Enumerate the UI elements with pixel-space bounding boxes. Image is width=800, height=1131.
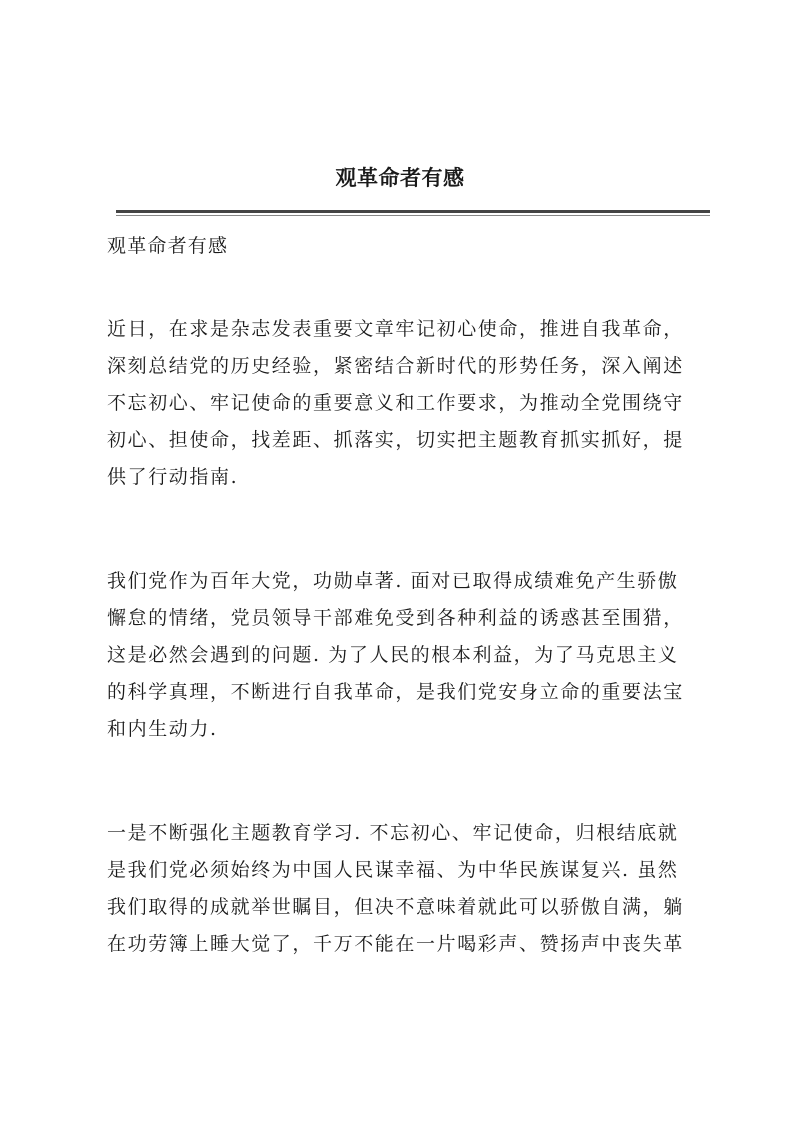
paragraph-line: 我们党作为百年大党，功勋卓著. 面对已取得成绩难免产生骄傲	[107, 570, 679, 592]
paragraph-line: 这是必然会遇到的问题. 为了人民的根本利益，为了马克思主义	[107, 644, 679, 666]
paragraph-line: 供了行动指南.	[107, 466, 239, 488]
paragraph-line: 是我们党必须始终为中国人民谋幸福、为中华民族谋复兴. 虽然	[107, 859, 679, 881]
paragraph-line: 我们取得的成就举世瞩目，但决不意味着就此可以骄傲自满，躺	[107, 896, 684, 918]
paragraph-line: 初心、担使命，找差距、抓落实，切实把主题教育抓实抓好，提	[107, 429, 684, 451]
paragraph-line: 在功劳簿上睡大觉了，千万不能在一片喝彩声、赞扬声中丧失革	[107, 933, 684, 955]
paragraph-line: 的科学真理，不断进行自我革命，是我们党安身立命的重要法宝	[107, 681, 684, 703]
paragraph-line: 和内生动力.	[107, 718, 218, 740]
title-divider	[116, 210, 710, 213]
paragraph-line: 不忘初心、牢记使命的重要意义和工作要求，为推动全党围绕守	[107, 392, 684, 414]
paragraph-line: 懈怠的情绪，党员领导干部难免受到各种利益的诱惑甚至围猎，	[107, 607, 684, 629]
paragraph-1	[107, 311, 711, 496]
paragraph-3	[107, 815, 711, 963]
document-title: 观革命者有感	[335, 165, 465, 190]
paragraph-line: 一是不断强化主题教育学习. 不忘初心、牢记使命，归根结底就	[107, 822, 679, 844]
paragraph-line: 深刻总结党的历史经验，紧密结合新时代的形势任务，深入阐述	[107, 355, 684, 377]
paragraph-line: 近日，在求是杂志发表重要文章牢记初心使命，推进自我革命，	[107, 318, 684, 340]
title-divider-thin	[116, 215, 710, 216]
document-subtitle: 观革命者有感	[107, 235, 229, 257]
paragraph-2	[107, 563, 711, 748]
